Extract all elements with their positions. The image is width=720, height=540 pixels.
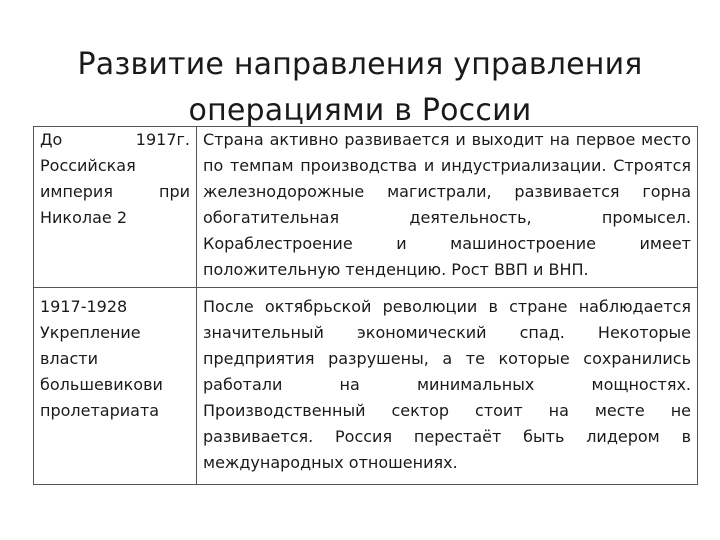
slide-title-line-2: операциями в России [188,93,532,129]
table-row [34,127,698,288]
table-row [34,288,698,485]
history-table [33,126,698,485]
period-cell: 1917-1928 Укрепление власти большевикови пролетариата [34,288,197,485]
period-cell: До 1917г. Российская империя при Николае 2 [34,127,197,288]
description-cell: После октябрьской революции в стране наблюдается значительный экономический спад. Некоторые предприятия разрушены, а те которые сохранились работали на минимальных мощностях. Производственный сектор стоит на месте не развивается. Россия перестаёт быть лидером в международных отношениях. [197,288,698,485]
description-cell: Страна активно развивается и выходит на первое место по темпам производства и индустриализации. Строятся железнодорожные магистрали, развивается горна обогатительная деятельность, промысел. Кораблестроение и машиностроение имеет положительную тенденцию. Рост ВВП и ВНП. [197,127,698,288]
slide-title-line-1: Развитие направления управления [77,47,643,83]
slide-title [0,42,720,134]
